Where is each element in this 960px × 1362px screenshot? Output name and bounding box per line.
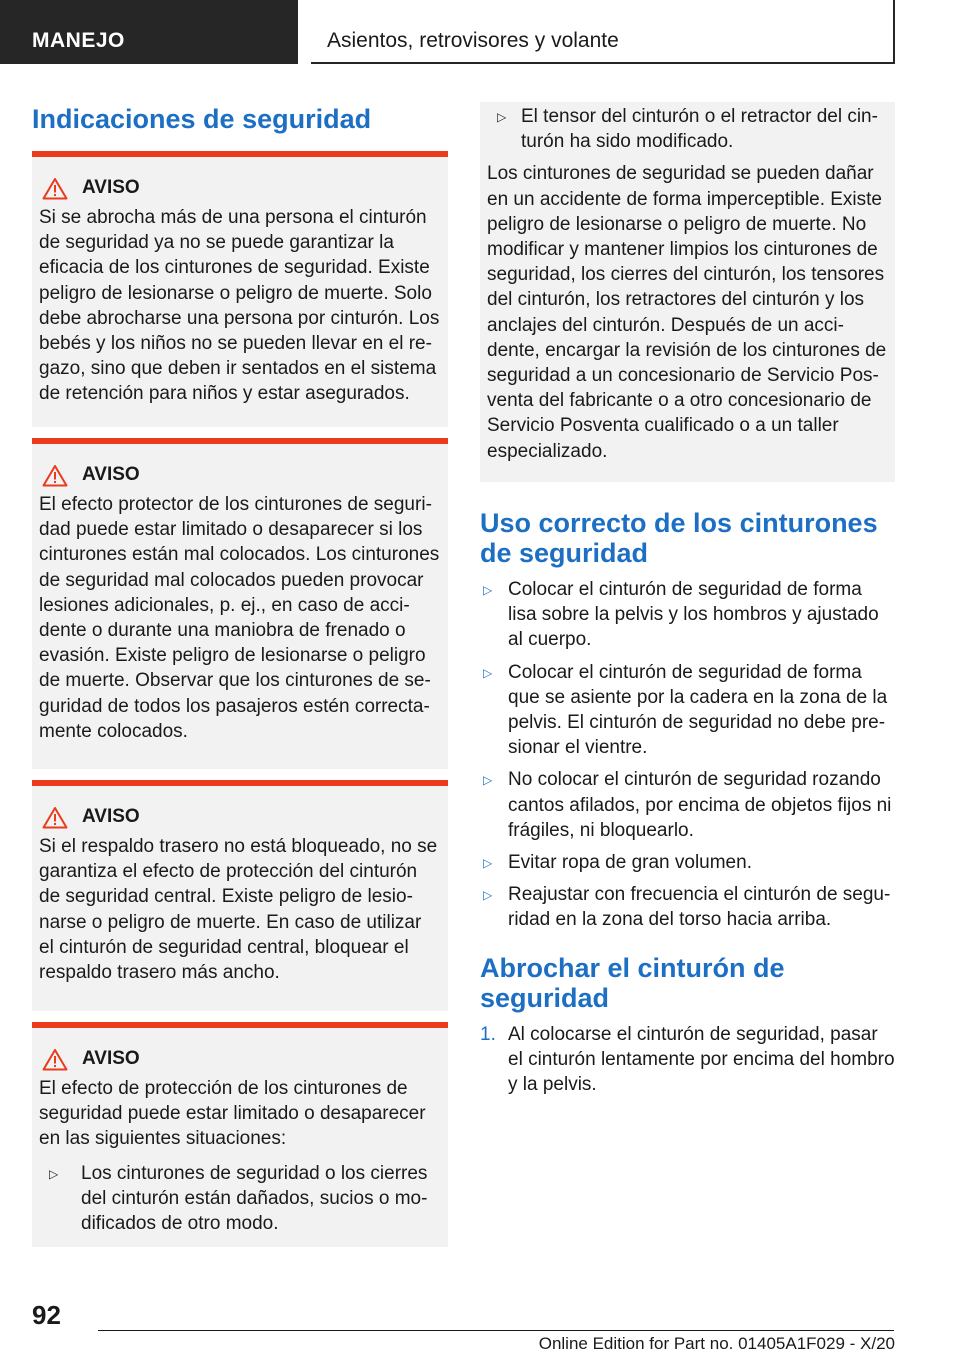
warning-text: Si el respaldo trasero no está bloqueado, no se garantiza el efecto de protección del cinturón de seguridad central. Existe peligro de lesionarse o peligro de muerte. En caso de utilizar el cinturón de seguridad central, bloquear el respaldo trasero más ancho.	[39, 836, 438, 984]
triangle-right-icon: ▷	[483, 583, 493, 597]
warning-heading	[39, 804, 440, 830]
triangle-right-icon: ▷	[483, 888, 493, 903]
list-item	[480, 1022, 895, 1098]
warning-bullet-list	[487, 104, 887, 154]
list-item-text: Colocar el cinturón de seguridad de forma que se asiente por la cadera en la zona de la pelvis. El cinturón de seguridad no debe presionar el vientre.	[508, 661, 888, 759]
steps-list	[480, 1022, 895, 1098]
list-item	[480, 882, 895, 932]
section-heading: Uso correcto de los cinturones de seguridad	[480, 508, 878, 568]
list-item	[480, 767, 895, 843]
section-heading: Abrochar el cinturón de seguridad	[480, 952, 785, 1013]
warning-box-continued	[480, 102, 895, 482]
triangle-right-icon: ▷	[49, 1166, 59, 1181]
edition-text: Online Edition for Part no. 01405A1F029 - X/20	[538, 1334, 895, 1353]
chapter-header	[311, 0, 895, 64]
triangle-right-icon: ▷	[497, 110, 507, 124]
list-item-text: Colocar el cinturón de seguridad de forma lisa sobre la pelvis y los hombros y ajustado al cuerpo.	[508, 579, 879, 651]
list-item	[480, 850, 895, 875]
list-item-text: Los cinturones de seguridad o los cierres del cinturón están dañados, sucios o modificados de otro modo.	[81, 1162, 428, 1235]
list-item	[487, 104, 887, 154]
list-item-text: Evitar ropa de gran volumen.	[508, 852, 752, 874]
warning-bullet-list	[39, 1161, 440, 1237]
warning-box	[32, 1022, 448, 1247]
list-item	[46, 1161, 440, 1237]
triangle-right-icon: ▷	[483, 665, 493, 680]
chapter-label: Asientos, retrovisores y volante	[327, 29, 619, 52]
warning-triangle-icon	[42, 177, 68, 200]
list-item-text: Al colocarse el cinturón de seguridad, pasar el cinturón lentamente por encima del hombro y la pelvis.	[508, 1023, 895, 1096]
warning-triangle-icon	[42, 806, 68, 829]
warning-triangle-icon	[42, 1048, 68, 1071]
warning-triangle-icon	[42, 464, 68, 487]
page-title: Indicaciones de seguridad	[32, 104, 372, 134]
list-item	[480, 577, 895, 653]
list-item-text: El tensor del cinturón o el retractor del cinturón ha sido modificado.	[521, 106, 878, 153]
warning-heading	[39, 462, 440, 488]
warning-heading	[39, 1046, 440, 1072]
warning-label: AVISO	[82, 464, 140, 485]
footer-divider	[98, 1330, 894, 1331]
warning-label: AVISO	[82, 177, 140, 198]
right-column	[480, 102, 895, 1104]
left-column	[32, 102, 448, 1258]
warning-text: Si se abrocha más de una persona el cinturón de seguridad ya no se puede garantizar la eficacia de los cinturones de seguridad. Existe peligro de lesionarse o peligro de muerte. Solo debe abrocharse una persona por cinturón. Los bebés y los niños no se pueden llevar en el regazo, sino que deben ir sentados en el sistema de retención para niños y estar asegurados.	[39, 207, 440, 405]
list-item-text: Reajustar con frecuencia el cinturón de seguridad en la zona del torso hacia arriba.	[508, 884, 891, 931]
triangle-right-icon: ▷	[483, 856, 493, 871]
step-number: 1.	[480, 1023, 496, 1045]
usage-bullet-list	[480, 577, 895, 933]
section-label: MANEJO	[32, 29, 125, 52]
list-item	[480, 660, 895, 761]
warning-label: AVISO	[82, 1048, 140, 1069]
section-tab	[0, 0, 298, 64]
page-number: 92	[32, 1300, 61, 1330]
warning-box	[32, 151, 448, 427]
warning-text: El efecto de protección de los cinturones de seguridad puede estar limitado o desaparecer en las siguientes situaciones:	[39, 1078, 426, 1150]
warning-box	[32, 438, 448, 769]
warning-text: Los cinturones de seguridad se pueden dañar en un accidente de forma imperceptible. Existe peligro de lesionarse o peligro de muerte. No modificar y mantener limpios los cinturones de seguridad, los cierres del cinturón, los tensores del cinturón, los retractores del cinturón y los anclajes del cinturón. Después de un accidente, encargar la revisión de los cinturones de seguridad a un concesionario de Servicio Posventa del fabricante o a otro concesionario de Servicio Posventa cualificado o a un taller especializado.	[487, 163, 887, 462]
warning-label: AVISO	[82, 806, 140, 827]
warning-heading	[39, 175, 440, 201]
warning-text: El efecto protector de los cinturones de seguridad puede estar limitado o desaparecer si los cinturones están mal colocados. Los cinturones de seguridad mal colocados pueden provocar lesiones adicionales, p. ej., en caso de accidente o durante una maniobra de frenado o evasión. Existe peligro de lesionarse o peligro de muerte. Observar que los cinturones de seguridad de todos los pasajeros estén correctamente colocados.	[39, 494, 440, 742]
list-item-text: No colocar el cinturón de seguridad rozando cantos afilados, por encima de objetos fijos ni frágiles, ni bloquearlo.	[508, 769, 892, 841]
warning-box	[32, 780, 448, 1011]
triangle-right-icon: ▷	[483, 773, 493, 788]
